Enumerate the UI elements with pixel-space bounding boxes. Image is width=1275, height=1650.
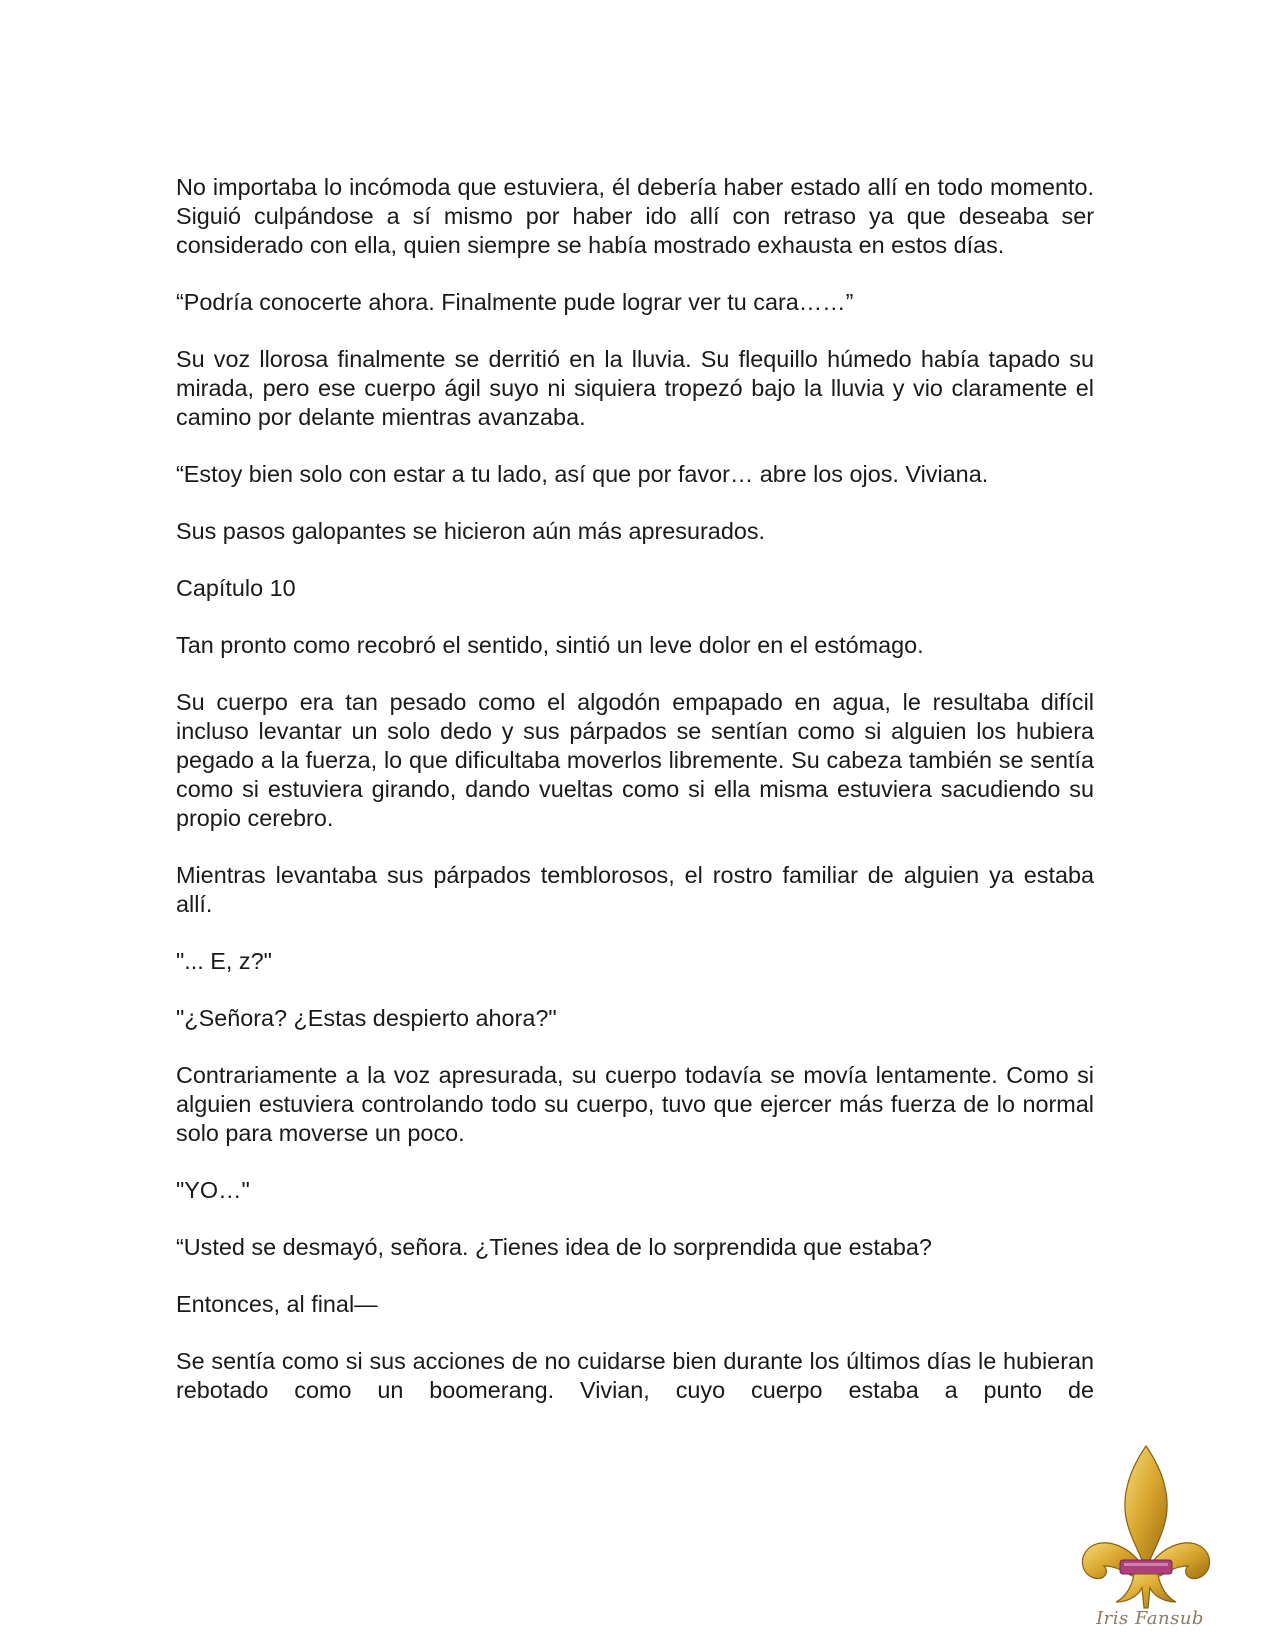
paragraph: “Estoy bien solo con estar a tu lado, así que por favor… abre los ojos. Viviana. (176, 461, 989, 487)
paragraph: "¿Señora? ¿Estas despierto ahora?" (176, 1005, 557, 1031)
chapter-heading: Capítulo 10 (176, 575, 296, 601)
paragraph: Entonces, al final— (176, 1291, 378, 1317)
logo-text: Iris Fansub (1096, 1608, 1204, 1629)
paragraph: “Podría conocerte ahora. Finalmente pude lograr ver tu cara……” (176, 289, 854, 315)
paragraph: "YO…" (176, 1177, 250, 1203)
page-body (176, 173, 1094, 1405)
paragraph: Su cuerpo era tan pesado como el algodón empapado en agua, le resultaba difícil incluso levantar un solo dedo y sus párpados se sentían como si alguien los hubiera pegado a la fuerza, lo que dificultaba moverlos libremente. Su cabeza también se sentía como si estuviera girando, dando vueltas como si ella misma estuviera sacudiendo su propio cerebro. (176, 689, 1094, 831)
paragraph: Contrariamente a la voz apresurada, su cuerpo todavía se movía lentamente. Como si alguien estuviera controlando todo su cuerpo, tuvo que ejercer más fuerza de lo normal solo para moverse un poco. (176, 1062, 1094, 1146)
paragraph: Su voz llorosa finalmente se derritió en la lluvia. Su flequillo húmedo había tapado su mirada, pero ese cuerpo ágil suyo ni siquiera tropezó bajo la lluvia y vio claramente el camino por delante mientras avanzaba. (176, 346, 1094, 430)
paragraph: Se sentía como si sus acciones de no cuidarse bien durante los últimos días le hubieran rebotado como un boomerang. Vivian, cuyo cuerpo estaba a punto de (176, 1348, 1094, 1403)
paragraph: "... E, z?" (176, 948, 272, 974)
paragraph: Tan pronto como recobró el sentido, sintió un leve dolor en el estómago. (176, 632, 924, 658)
paragraph: Sus pasos galopantes se hicieron aún más apresurados. (176, 518, 766, 544)
paragraph: No importaba lo incómoda que estuviera, él debería haber estado allí en todo momento. Siguió culpándose a sí mismo por haber ido allí con retraso ya que deseaba ser considerado con ella, quien siempre se había mostrado exhausta en estos días. (176, 174, 1094, 258)
paragraph: “Usted se desmayó, señora. ¿Tienes idea de lo sorprendida que estaba? (176, 1234, 932, 1260)
paragraph: Mientras levantaba sus párpados temblorosos, el rostro familiar de alguien ya estaba allí. (176, 862, 1094, 917)
